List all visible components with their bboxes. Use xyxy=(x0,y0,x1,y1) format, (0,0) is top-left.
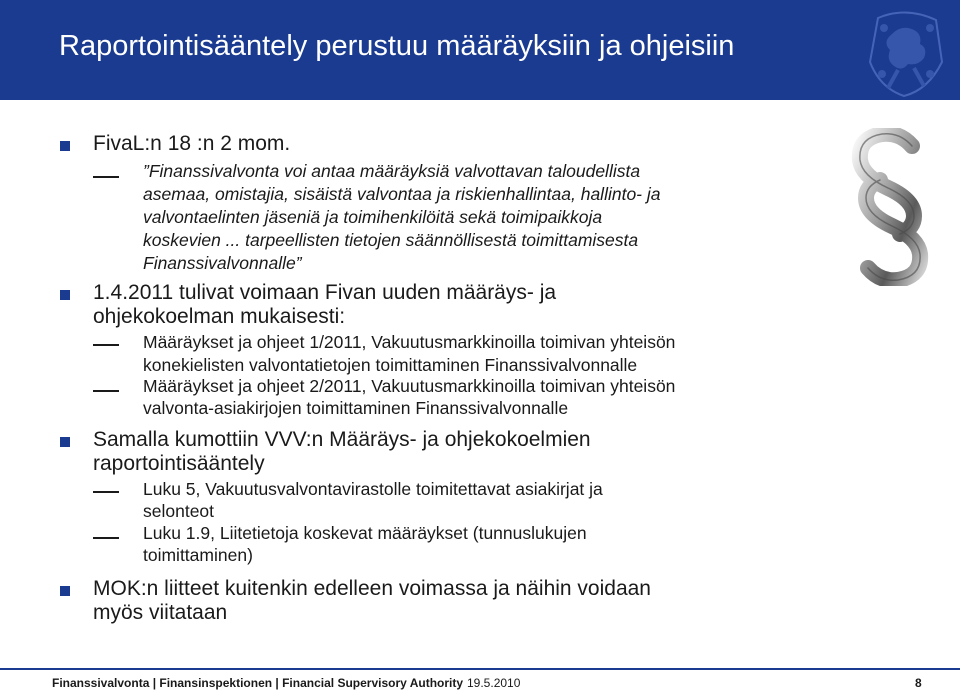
bullet-text: MOK:n liitteet kuitenkin edelleen voimassa ja näihin voidaan xyxy=(93,577,651,600)
dash-marker xyxy=(93,491,119,493)
bullet-text: FivaL:n 18 :n 2 mom. xyxy=(93,132,291,155)
quote-line: asemaa, omistajia, sisäistä valvontaa ja riskienhallintaa, hallinto- ja xyxy=(143,184,661,204)
bullet-marker xyxy=(60,586,70,596)
bullet-marker xyxy=(60,141,70,151)
footer-divider xyxy=(0,668,960,670)
quote-line: Finanssivalvonnalle” xyxy=(143,253,302,273)
page-number: 8 xyxy=(915,676,922,690)
bullet-text: myös viitataan xyxy=(93,601,228,624)
sub-item-line: valvonta-asiakirjojen toimittaminen Finanssivalvonnalle xyxy=(143,398,569,418)
bullet-text: Samalla kumottiin VVV:n Määräys- ja ohjekokoelmien xyxy=(93,428,591,451)
sub-item-line: Määräykset ja ohjeet 1/2011, Vakuutusmarkkinoilla toimivan yhteisön xyxy=(143,332,676,352)
quote-line: ”Finanssivalvonta voi antaa määräyksiä valvottavan taloudellista xyxy=(143,161,641,181)
dash-marker xyxy=(93,344,119,346)
quote-line: valvontaelinten jäseniä ja toimihenkilöitä sekä toimipaikkoja xyxy=(143,207,603,227)
sub-item-line: toimittaminen) xyxy=(143,545,253,565)
sub-item-line: Luku 1.9, Liitetietoja koskevat määräykset (tunnuslukujen xyxy=(143,523,587,543)
bullet-text: ohjekokoelman mukaisesti: xyxy=(93,305,346,328)
dash-marker xyxy=(93,176,119,178)
quote-line: koskevien ... tarpeellisten tietojen säännöllisestä toimittamisesta xyxy=(143,230,639,250)
sub-item-line: selonteot xyxy=(143,501,215,521)
footer-organization: Finanssivalvonta | Finansinspektionen | Financial Supervisory Authority xyxy=(52,676,464,690)
bullet-marker xyxy=(60,437,70,447)
dash-marker xyxy=(93,537,119,539)
slide-title: Raportointisääntely perustuu määräyksiin ja ohjeisiin xyxy=(59,30,735,62)
sub-item-line: konekielisten valvontatietojen toimittaminen Finanssivalvonnalle xyxy=(143,355,638,375)
sub-item-line: Määräykset ja ohjeet 2/2011, Vakuutusmarkkinoilla toimivan yhteisön xyxy=(143,376,676,396)
footer-date: 19.5.2010 xyxy=(467,676,521,690)
bullet-marker xyxy=(60,290,70,300)
dash-marker xyxy=(93,390,119,392)
sub-item-line: Luku 5, Vakuutusvalvontavirastolle toimitettavat asiakirjat ja xyxy=(143,479,603,499)
bullet-text: 1.4.2011 tulivat voimaan Fivan uuden määräys- ja xyxy=(93,281,557,304)
bullet-text: raportointisääntely xyxy=(93,452,265,475)
